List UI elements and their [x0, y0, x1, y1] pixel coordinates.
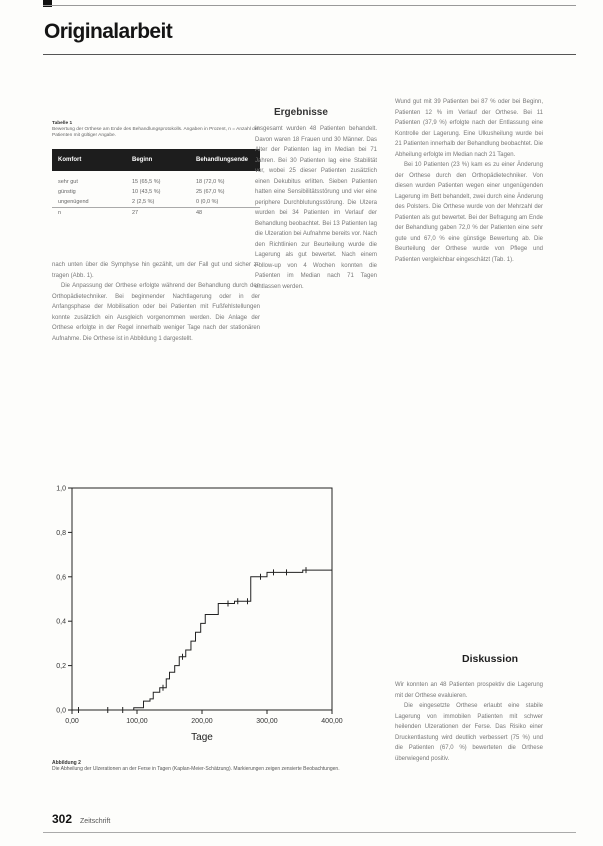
results-heading: Ergebnisse: [274, 107, 328, 118]
table-caption-text: Bewertung der Orthese am Ende des Behandlungsprotokolls. Angaben in Prozent, n = Anzahl der Patienten mit gültiger Angabe.: [52, 127, 260, 138]
section-title: Originalarbeit: [44, 20, 173, 43]
paragraph: Wund gut mit 39 Patienten bei 87 % oder bei Beginn, Patienten 12 % im Verlauf der Orthese. Bei 11 Patienten (37,9 %) erfolgte nach der Entlassung eine Kontrolle der Lagerung. Eine Ulkusheilung wurde bei 21 Patienten innerhalb der Behandlung beobachtet. Die Abheilung erfolgte im Median nach 21 Tagen.: [395, 99, 543, 158]
x-tick-label: 100,00: [126, 718, 148, 725]
table-row: [52, 197, 260, 207]
y-tick-label: 0,2: [56, 663, 66, 671]
right-column: [395, 97, 543, 265]
figure-caption-text: Die Abheilung der Ulzerationen an der Ferse in Tagen (Kaplan-Meier-Schätzung). Markierungen zeigen zensierte Beobachtungen.: [52, 766, 340, 773]
table-caption: [52, 121, 260, 139]
paragraph: Die eingesetzte Orthese erlaubt eine stabile Lagerung von immobilen Patienten mit schwer heilenden Ulzerationen der Ferse. Das Risiko einer Druckentlastung wird deutlich verbessert (75 %) und die Patienten (67,0 %) bewerteten die Orthese überwiegend positiv.: [395, 703, 543, 762]
paragraph: Insgesamt wurden 48 Patienten behandelt. Davon waren 18 Frauen und 30 Männer. Das Alter der Patienten lag im Median bei 71 Jahren. Bei 30 Patienten lag eine Stabilität vor, wobei 25 dieser Patienten zusätzlich einen Dekubitus erlitten. Sieben Patienten hatten eine Sensibilitätsstörung und vier eine periphere Durchblutungsstörung. Die Ulzera wurden bei 34 Patienten im Verlauf der Behandlung beobachtet. Bei 13 Patienten lag die Ulzeration bei Aufnahme bereits vor. Nach den Richtlinien zur Beurteilung wurde die Lagerung als gut bewertet. Nach einem Follow-up von 4 Wochen konnten die Patienten im Median nach 71 Tagen entlassen werden.: [255, 126, 377, 290]
table-cell: 48: [196, 210, 203, 216]
table-cell: 15 (65,5 %): [132, 179, 161, 185]
table-header-cell: Komfort: [58, 157, 82, 163]
table-header-cell: Behandlungsende: [196, 157, 249, 163]
table-cell: 2 (2,5 %): [132, 199, 155, 205]
table-header: [52, 149, 260, 171]
y-tick-label: 0,6: [56, 574, 66, 582]
bottom-rule: [43, 832, 576, 833]
middle-column: [255, 124, 377, 292]
x-axis-label: Tage: [191, 732, 213, 743]
table-cell: sehr gut: [58, 179, 78, 185]
y-tick-label: 0,4: [56, 618, 66, 626]
table-cell: n: [58, 210, 62, 216]
table-cell: 25 (67,0 %): [196, 189, 225, 195]
journal-name: Zeitschrift: [80, 818, 111, 825]
page-number: 302: [52, 812, 73, 826]
header-rule: [43, 54, 576, 55]
x-tick-label: 200,00: [191, 718, 213, 725]
table-label: Tabelle 1: [52, 121, 73, 126]
y-tick-label: 0,8: [56, 529, 66, 537]
survival-curve: [72, 570, 332, 710]
table-row: [52, 177, 260, 187]
page-footer: [52, 812, 110, 826]
paragraph: Bei 10 Patienten (23 %) kam es zu einer Änderung der Orthese durch den Orthopädietechniker. Von diesen wurden Patienten wegen einer ungenügenden Lagerung im Bett behandelt, zwei durch eine Änderung des Polsters. Die Orthese wurde von der Mehrzahl der Patienten als gut bewertet. Bei der Befragung am Ende der Behandlung gaben 72,0 % der Patienten eine sehr gute und 67,0 % eine günstige Bewertung ab. Die Beurteilung der Orthese wurde von Pflege und Patienten vergleichbar eingeschätzt (Tab. 1).: [395, 162, 543, 263]
paragraph: Die Anpassung der Orthese erfolgte während der Behandlung durch den Orthopädietechniker. Bei beginnender Nachtlagerung oder in der Anfangsphase der Mobilisation oder bei Patienten mit Fußfehlstellungen konnte zusätzlich ein Ausgleich vorgenommen werden. Die Anlage der Orthese erfolgte in der Regel innerhalb weniger Tage nach der stationären Aufnahme. Die Orthese ist in Abbildung 1 dargestellt.: [52, 283, 260, 342]
x-tick-label: 0,00: [65, 718, 79, 725]
discussion-column: [395, 680, 543, 764]
table-cell: 18 (72,0 %): [196, 179, 225, 185]
plot-frame: [72, 488, 332, 710]
figure-caption: [52, 760, 348, 772]
table-header-cell: Beginn: [132, 157, 153, 163]
paragraph: nach unten über die Symphyse hin gezählt, um der Fall gut und sicher zu tragen (Abb. 1).: [52, 262, 260, 279]
km-chart-svg: [52, 470, 352, 760]
y-tick-label: 0,0: [56, 707, 66, 715]
table-row: [52, 208, 260, 218]
left-column: [52, 260, 260, 344]
paragraph: Wir konnten an 48 Patienten prospektiv die Lagerung mit der Orthese evaluieren.: [395, 682, 543, 699]
table-cell: 0 (0,0 %): [196, 199, 219, 205]
x-tick-label: 300,00: [256, 718, 278, 725]
table-cell: 10 (43,5 %): [132, 189, 161, 195]
y-tick-label: 1,0: [56, 485, 66, 493]
table-cell: günstig: [58, 189, 76, 195]
discussion-heading: Diskussion: [462, 653, 519, 665]
table-row: [52, 187, 260, 197]
figure-label: Abbildung 2: [52, 760, 81, 766]
top-rule: [43, 5, 576, 6]
figure-chart: [52, 470, 352, 760]
x-tick-label: 400,00: [321, 718, 343, 725]
table-cell: 27: [132, 210, 139, 216]
table-cell: ungenügend: [58, 199, 89, 205]
table: [52, 149, 260, 218]
